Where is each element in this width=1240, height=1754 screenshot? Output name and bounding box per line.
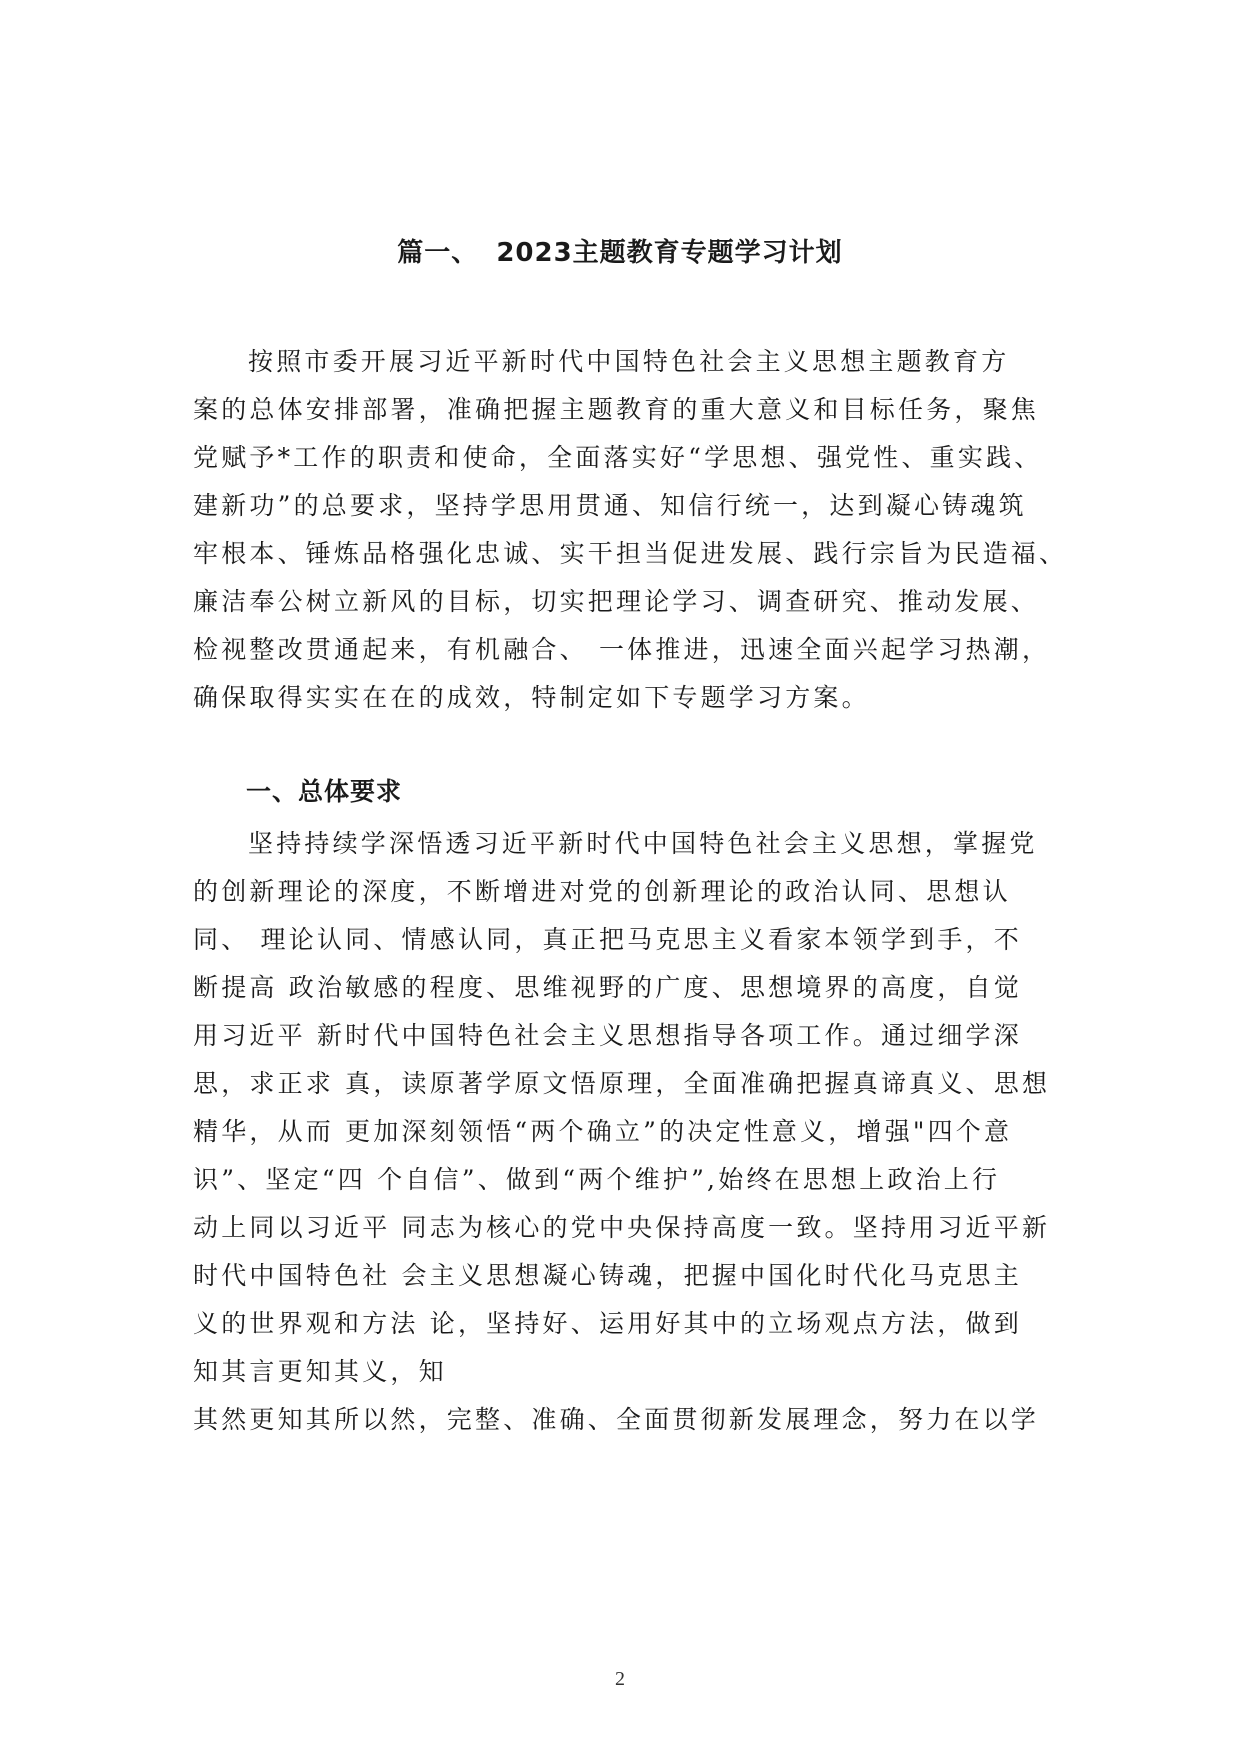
intro-line: 确保取得实实在在的成效，特制定如下专题学习方案。 — [193, 683, 870, 712]
intro-line: 牢根本、锤炼品格强化忠诚、实干担当促进发展、践行宗旨为民造福、 — [193, 539, 1068, 568]
body-line: 的创新理论的深度，不断增进对党的创新理论的政治认同、思想认 — [193, 877, 1011, 906]
intro-line: 建新功”的总要求，坚持学思用贯通、知信行统一，达到凝心铸魂筑 — [193, 491, 1027, 520]
body-line: 同、 理论认同、情感认同，真正把马克思主义看家本领学到手，不 — [193, 925, 1022, 954]
intro-line: 检视整改贯通起来，有机融合、 一体推进，迅速全面兴起学习热潮， — [193, 635, 1051, 664]
body-line: 断提高 政治敏感的程度、思维视野的广度、思想境界的高度，自觉 — [193, 973, 1022, 1002]
document-title — [0, 232, 1240, 269]
body-line: 其然更知其所以然，完整、准确、全面贯彻新发展理念，努力在以学 — [193, 1405, 1040, 1434]
page-number: 2 — [615, 1668, 625, 1690]
title-main: 2023主题教育专题学习计划 — [496, 238, 843, 268]
intro-line: 廉洁奉公树立新风的目标，切实把理论学习、调查研究、推动发展、 — [193, 587, 1040, 616]
section-heading: 一、总体要求 — [246, 777, 403, 806]
body-line: 知其言更知其义，知 — [193, 1357, 447, 1386]
intro-paragraph — [193, 338, 1068, 722]
body-line: 时代中国特色社 会主义思想凝心铸魂，把握中国化时代化马克思主 — [193, 1261, 1022, 1290]
body-line: 精华，从而 更加深刻领悟“两个确立”的决定性意义，增强"四个意 — [193, 1117, 1013, 1146]
intro-line: 党赋予*工作的职责和使命，全面落实好“学思想、强党性、重实践、 — [193, 443, 1043, 472]
section-body-paragraph — [193, 820, 1055, 1444]
body-line: 义的世界观和方法 论，坚持好、运用好其中的立场观点方法，做到 — [193, 1309, 1022, 1338]
intro-line: 案的总体安排部署，准确把握主题教育的重大意义和目标任务，聚焦 — [193, 395, 1040, 424]
body-line: 动上同以习近平 同志为核心的党中央保持高度一致。坚持用习近平新 — [193, 1213, 1051, 1242]
title-prefix: 篇一、 — [397, 238, 479, 268]
body-line: 思，求正求 真，读原著学原文悟原理，全面准确把握真谛真义、思想 — [193, 1069, 1051, 1098]
body-line: 坚持持续学深悟透习近平新时代中国特色社会主义思想，掌握党 — [248, 829, 1038, 858]
intro-line: 按照市委开展习近平新时代中国特色社会主义思想主题教育方 — [248, 347, 1010, 376]
body-line: 用习近平 新时代中国特色社会主义思想指导各项工作。通过细学深 — [193, 1021, 1022, 1050]
body-line: 识”、坚定“四 个自信”、做到“两个维护”,始终在思想上政治上行 — [193, 1165, 1001, 1194]
